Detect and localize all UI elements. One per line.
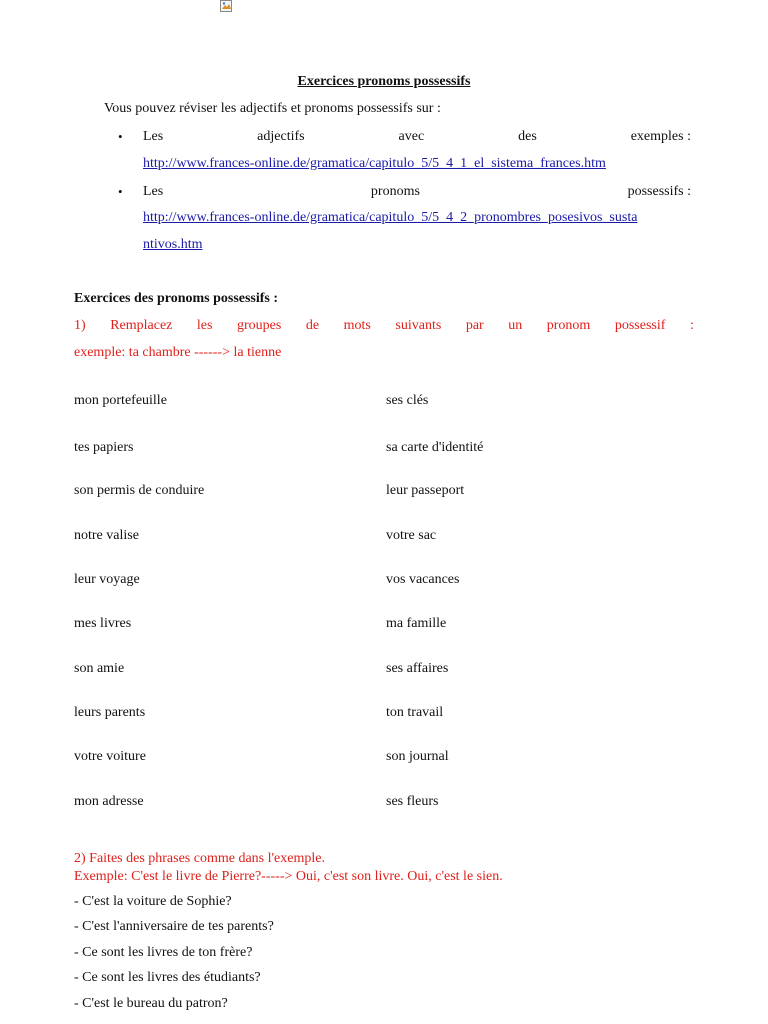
item-right: votre sac [386, 528, 437, 543]
bullet-word: Les [143, 129, 164, 144]
item-right: ses clés [386, 393, 429, 408]
question-item: - C'est la voiture de Sophie? [74, 894, 232, 909]
item-right: leur passeport [386, 483, 465, 498]
bullet-word: adjectifs [257, 129, 305, 144]
item-left: votre voiture [74, 749, 146, 764]
item-left: leurs parents [74, 705, 146, 720]
instruction-word: Remplacez [110, 318, 173, 333]
question-item: - Ce sont les livres des étudiants? [74, 970, 261, 985]
bullet-2-text [143, 184, 691, 200]
item-right: ma famille [386, 616, 447, 631]
document-title: Exercices pronoms possessifs [297, 74, 471, 89]
item-right: ses fleurs [386, 794, 439, 809]
exercise-1-instruction [74, 318, 694, 334]
intro-text: Vous pouvez réviser les adjectifs et pronoms possessifs sur : [104, 101, 441, 116]
instruction-word: un [508, 318, 523, 333]
item-right: son journal [386, 749, 449, 764]
item-right: ton travail [386, 705, 444, 720]
item-right: ses affaires [386, 661, 449, 676]
instruction-word: mots [343, 318, 371, 333]
instruction-word: de [305, 318, 320, 333]
bullet-1-text [143, 129, 691, 145]
question-item: - C'est l'anniversaire de tes parents? [74, 919, 274, 934]
instruction-word: suivants [395, 318, 442, 333]
item-left: mon adresse [74, 794, 144, 809]
link-adjectifs[interactable]: http://www.frances-online.de/gramatica/capitulo_5/5_4_1_el_sistema_frances.htm [143, 156, 606, 171]
instruction-word: les [196, 318, 213, 333]
instruction-word: pronom [546, 318, 591, 333]
bullet-word: pronoms [370, 184, 420, 199]
bullet-word: exemples : [630, 129, 691, 144]
question-item: - C'est le bureau du patron? [74, 996, 228, 1011]
instruction-word: par [465, 318, 484, 333]
item-left: leur voyage [74, 572, 140, 587]
item-left: mon portefeuille [74, 393, 167, 408]
exercise-1-example: exemple: ta chambre ------> la tienne [74, 345, 282, 360]
bullet-word: Les [143, 184, 164, 199]
instruction-word: possessif [614, 318, 666, 333]
question-item: - Ce sont les livres de ton frère? [74, 945, 253, 960]
bullet-2-dot: • [118, 184, 123, 199]
bullet-word: possessifs : [627, 184, 691, 199]
item-left: son amie [74, 661, 125, 676]
bullet-word: avec [398, 129, 425, 144]
bullet-word: des [518, 129, 537, 144]
instruction-word: groupes [237, 318, 282, 333]
broken-image-icon [220, 0, 234, 12]
link-pronoms-line1[interactable]: http://www.frances-online.de/gramatica/capitulo_5/5_4_2_pronombres_posesivos_susta [143, 210, 638, 225]
section-title: Exercices des pronoms possessifs : [74, 291, 279, 306]
instruction-word: : [689, 318, 694, 333]
item-left: tes papiers [74, 440, 134, 455]
link-pronoms-line2[interactable]: ntivos.htm [143, 237, 203, 252]
item-right: vos vacances [386, 572, 460, 587]
item-left: mes livres [74, 616, 132, 631]
item-right: sa carte d'identité [386, 440, 484, 455]
item-left: son permis de conduire [74, 483, 205, 498]
instruction-word: 1) [74, 318, 86, 333]
bullet-1-dot: • [118, 129, 123, 144]
exercise-2-instruction: 2) Faites des phrases comme dans l'exemple. [74, 851, 325, 866]
item-left: notre valise [74, 528, 139, 543]
exercise-2-example: Exemple: C'est le livre de Pierre?-----> Oui, c'est son livre. Oui, c'est le sien. [74, 869, 503, 884]
